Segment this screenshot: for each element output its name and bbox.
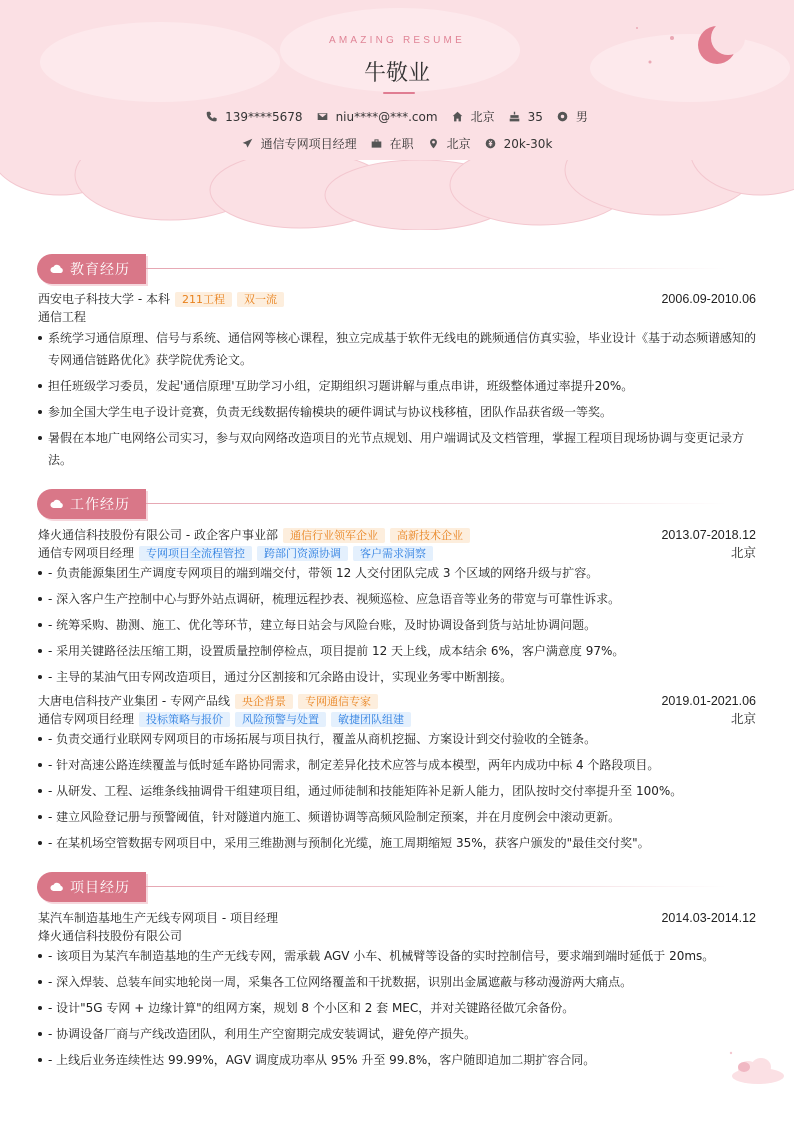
phone-item bbox=[206, 110, 302, 124]
list-item: - 该项目为某汽车制造基地的生产无线专网，需承载 AGV 小车、机械臂等设备的实时控制信号，要求端到端时延低于 20ms。 bbox=[38, 945, 756, 967]
projects-divider bbox=[146, 886, 726, 887]
job-date: 2013.07-2018.12 bbox=[661, 528, 756, 542]
list-item: - 负责交通行业联网专网项目的市场拓展与项目执行，覆盖从商机挖掘、方案设计到交付验收的全链条。 bbox=[38, 728, 756, 750]
list-item: 担任班级学习委员，发起'通信原理'互助学习小组，定期组织习题讲解与重点串讲，班级整体通过率提升20%。 bbox=[38, 375, 756, 397]
job-header-row bbox=[38, 693, 756, 709]
contact-row bbox=[0, 108, 794, 125]
skill-tag: 跨部门资源协调 bbox=[257, 546, 348, 561]
status-item bbox=[371, 135, 414, 152]
gender-text: 男 bbox=[575, 110, 588, 124]
send-icon bbox=[242, 138, 253, 149]
projects-pill bbox=[37, 872, 146, 902]
name-underline bbox=[383, 92, 415, 94]
salary-text: 20k-30k bbox=[503, 136, 553, 151]
job-bullets bbox=[38, 728, 756, 858]
home-item bbox=[452, 108, 495, 125]
skill-tag: 客户需求洞察 bbox=[353, 546, 433, 561]
list-item: - 主导的某油气田专网改造项目，通过分区割接和冗余路由设计，实现业务零中断割接。 bbox=[38, 666, 756, 688]
company-line: 大唐电信科技产业集团 - 专网产品线 bbox=[38, 694, 230, 708]
work-section-title bbox=[37, 489, 146, 519]
skill-tag: 专网项目全流程管控 bbox=[139, 546, 252, 561]
work-pill bbox=[37, 489, 146, 519]
school-tag: 211工程 bbox=[175, 292, 232, 307]
skill-tag: 敏捷团队组建 bbox=[331, 712, 411, 727]
gender-item bbox=[557, 108, 588, 125]
work-divider bbox=[146, 503, 726, 504]
company-tag: 央企背景 bbox=[235, 694, 293, 709]
job-role-row bbox=[38, 545, 756, 561]
list-item: - 协调设备厂商与产线改造团队，利用生产空窗期完成安装调试，避免停产损失。 bbox=[38, 1023, 756, 1045]
position-item bbox=[242, 135, 357, 152]
education-date: 2006.09-2010.06 bbox=[661, 292, 756, 306]
candidate-name: 牛敬业 bbox=[363, 61, 430, 86]
education-pill bbox=[37, 254, 146, 284]
job-role: 通信专网项目经理 bbox=[38, 712, 135, 726]
city-text: 北京 bbox=[446, 137, 471, 151]
project-company-row bbox=[38, 928, 756, 944]
company-line: 烽火通信科技股份有限公司 - 政企客户事业部 bbox=[38, 528, 278, 542]
major-row bbox=[38, 309, 756, 325]
email-text: niu****@***.com bbox=[335, 109, 438, 124]
list-item: 参加全国大学生电子设计竞赛，负责无线数据传输模块的硬件调试与协议栈移植，团队作品获省级一等奖。 bbox=[38, 401, 756, 423]
gender-icon bbox=[557, 111, 568, 122]
cloud-decoration-icon bbox=[728, 1050, 788, 1090]
education-section-title bbox=[37, 254, 146, 284]
project-date: 2014.03-2014.12 bbox=[661, 911, 756, 925]
list-item: - 建立风险登记册与预警阈值，针对隧道内施工、频谱协调等高频风险制定预案，并在月度例会中滚动更新。 bbox=[38, 806, 756, 828]
projects-title: 项目经历 bbox=[70, 880, 130, 896]
job-bullets bbox=[38, 562, 756, 692]
projects-section-title bbox=[37, 872, 146, 902]
status-text: 在职 bbox=[389, 137, 414, 151]
cloud-icon bbox=[50, 264, 64, 274]
skill-tag: 风险预警与处置 bbox=[235, 712, 326, 727]
cake-icon bbox=[509, 111, 520, 122]
list-item: - 从研发、工程、运维条线抽调骨干组建项目组，通过师徒制和技能矩阵补足新人能力，团队按时交付率提升至 100%。 bbox=[38, 780, 756, 802]
education-bullets bbox=[38, 327, 756, 475]
list-item: - 设计"5G 专网 + 边缘计算"的组网方案，规划 8 个小区和 2 套 MEC，并对关键路径做冗余备份。 bbox=[38, 997, 756, 1019]
phone-icon bbox=[206, 111, 217, 122]
job-role: 通信专网项目经理 bbox=[38, 546, 135, 560]
age-item bbox=[509, 110, 543, 124]
job-role-row bbox=[38, 711, 756, 727]
project-company: 烽火通信科技股份有限公司 bbox=[38, 929, 183, 943]
list-item: - 在某机场空管数据专网项目中，采用三维勘测与预制化光缆，施工周期缩短 35%，获客户颁发的"最佳交付奖"。 bbox=[38, 832, 756, 854]
briefcase-icon bbox=[371, 138, 382, 149]
list-item: 暑假在本地广电网络公司实习，参与双向网络改造项目的光节点规划、用户端调试及文档管理，掌握工程项目现场协调与变更记录方法。 bbox=[38, 427, 756, 471]
list-item: - 上线后业务连续性达 99.99%，AGV 调度成功率从 95% 升至 99.8%，客户随即追加二期扩容合同。 bbox=[38, 1049, 756, 1071]
phone-text: 139****5678 bbox=[225, 109, 303, 124]
project-name: 某汽车制造基地生产无线专网项目 - 项目经理 bbox=[38, 911, 278, 925]
list-item: - 深入客户生产控制中心与野外站点调研，梳理远程抄表、视频巡检、应急语音等业务的带宽与可靠性诉求。 bbox=[38, 588, 756, 610]
list-item: 系统学习通信原理、信号与系统、通信网等核心课程，独立完成基于软件无线电的跳频通信仿真实验，毕业设计《基于动态频谱感知的专网通信链路优化》获学院优秀论文。 bbox=[38, 327, 756, 371]
resume-subtitle: AMAZING RESUME bbox=[329, 35, 465, 46]
mail-icon bbox=[317, 111, 328, 122]
list-item: - 负责能源集团生产调度专网项目的端到端交付，带领 12 人交付团队完成 3 个区域的网络升级与扩容。 bbox=[38, 562, 756, 584]
job-date: 2019.01-2021.06 bbox=[661, 694, 756, 708]
list-item: - 采用关键路径法压缩工期，设置质量控制停检点，项目提前 12 天上线，成本结余 6%，客户满意度 97%。 bbox=[38, 640, 756, 662]
home-text: 北京 bbox=[470, 110, 495, 124]
cloud-icon bbox=[50, 499, 64, 509]
company-tag: 通信行业领军企业 bbox=[283, 528, 385, 543]
education-divider bbox=[146, 268, 726, 269]
age-text: 35 bbox=[527, 109, 543, 124]
list-item: - 针对高速公路连续覆盖与低时延车路协同需求，制定差异化技术应答与成本模型，两年内成功中标 4 个路段项目。 bbox=[38, 754, 756, 776]
job-city: 北京 bbox=[730, 712, 756, 726]
job-city: 北京 bbox=[730, 546, 756, 560]
company-tag: 高新技术企业 bbox=[390, 528, 470, 543]
skill-tag: 投标策略与报价 bbox=[139, 712, 230, 727]
position-text: 通信专网项目经理 bbox=[260, 137, 357, 151]
company-tag: 专网通信专家 bbox=[298, 694, 378, 709]
salary-item bbox=[485, 137, 553, 151]
city-item bbox=[428, 135, 471, 152]
work-title: 工作经历 bbox=[70, 497, 130, 513]
project-bullets bbox=[38, 945, 756, 1075]
resume-header bbox=[0, 0, 794, 230]
school-line: 西安电子科技大学 - 本科 bbox=[38, 292, 170, 306]
education-title: 教育经历 bbox=[70, 262, 130, 278]
list-item: - 深入焊装、总装车间实地轮岗一周，采集各工位网络覆盖和干扰数据，识别出金属遮蔽与移动漫游两大痛点。 bbox=[38, 971, 756, 993]
list-item: - 统筹采购、勘测、施工、优化等环节，建立每日站会与风险台账，及时协调设备到货与站址协调问题。 bbox=[38, 614, 756, 636]
job-header-row bbox=[38, 527, 756, 543]
school-tag: 双一流 bbox=[237, 292, 284, 307]
job-intent-row bbox=[0, 135, 794, 152]
salary-icon bbox=[485, 138, 496, 149]
major: 通信工程 bbox=[38, 310, 87, 324]
project-header-row bbox=[38, 910, 756, 926]
home-icon bbox=[452, 111, 463, 122]
cloud-icon bbox=[50, 882, 64, 892]
location-icon bbox=[428, 138, 439, 149]
email-item bbox=[317, 110, 438, 124]
education-header-row bbox=[38, 291, 756, 307]
